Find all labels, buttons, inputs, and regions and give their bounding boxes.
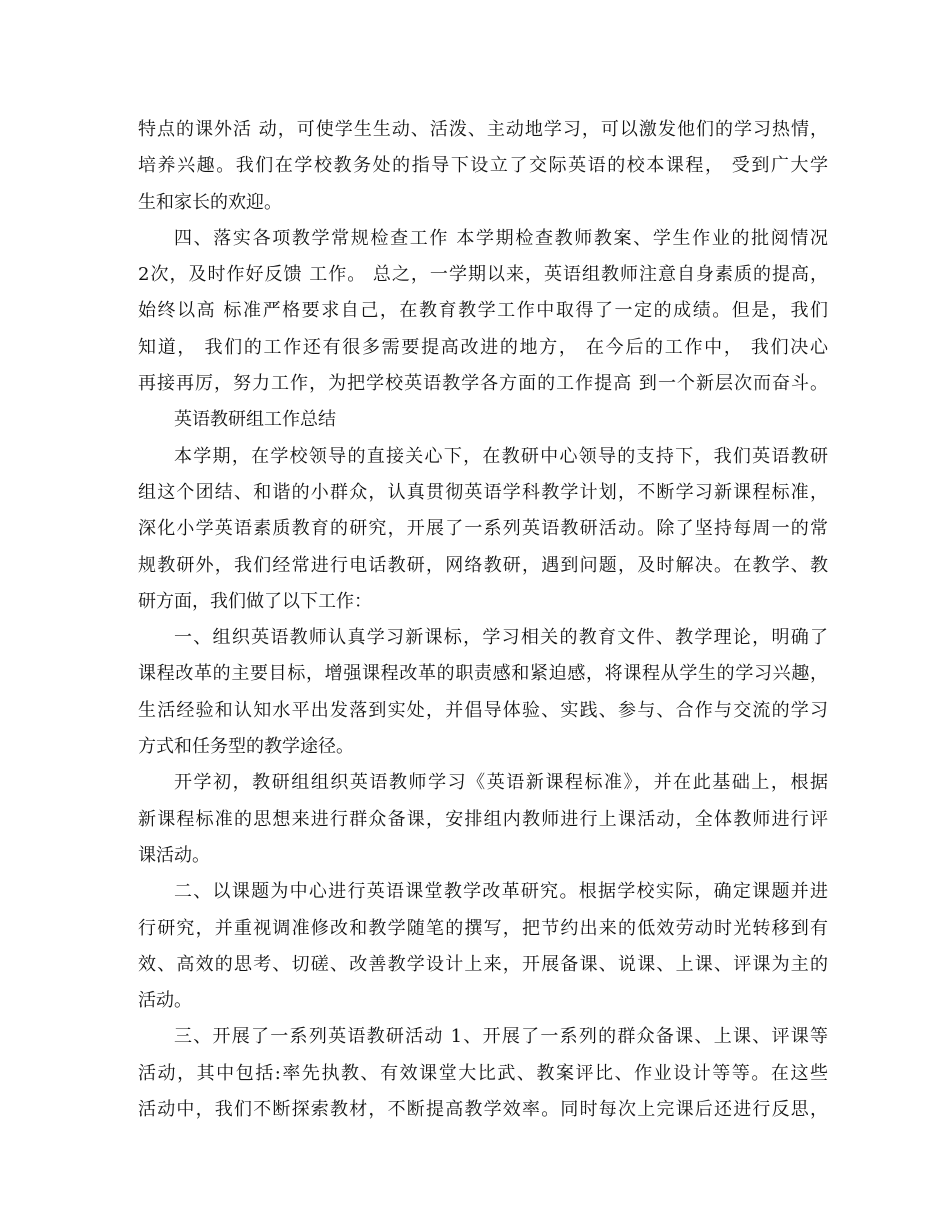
text-line: 新课程标准的思想来进行群众备课，安排组内教师进行上课活动，全体教师进行评	[138, 808, 828, 830]
text-line: 课程改革的主要目标，增强课程改革的职责感和紧迫感，将课程从学生的学习兴趣，	[138, 663, 828, 685]
text-line: 活动中，我们不断探索教材，不断提高教学效率。同时每次上完课后还进行反思，	[138, 1099, 828, 1121]
text-line: 规教研外，我们经常进行电话教研，网络教研，遇到问题，及时解决。在教学、教	[138, 554, 828, 576]
text-line: 培养兴趣。我们在学校教务处的指导下设立了交际英语的校本课程， 受到广大学	[138, 155, 828, 177]
text-line: 特点的课外活 动，可使学生生动、活泼、主动地学习，可以激发他们的学习热情，	[138, 119, 828, 140]
text-line: 本学期，在学校领导的直接关心下，在教研中心领导的支持下，我们英语教研	[174, 445, 828, 467]
text-line: 组这个团结、和谐的小群众，认真贯彻英语学科教学计划，不断学习新课程标准，	[138, 481, 828, 503]
text-line: 一、组织英语教师认真学习新课标，学习相关的教育文件、教学理论，明确了	[174, 627, 828, 649]
text-line: 方式和任务型的教学途径。	[138, 736, 354, 758]
text-line: 知道， 我们的工作还有很多需要提高改进的地方， 在今后的工作中， 我们决心	[138, 336, 828, 358]
document-body	[138, 112, 828, 1128]
text-line: 四、落实各项教学常规检查工作 本学期检查教师教案、学生作业的批阅情况	[174, 227, 828, 249]
text-line: 三、开展了一系列英语教研活动 1、开展了一系列的群众备课、上课、评课等	[174, 1026, 828, 1048]
text-line: 再接再厉，努力工作，为把学校英语教学各方面的工作提高 到一个新层次而奋斗。	[138, 373, 828, 395]
text-line: 英语教研组工作总结	[174, 409, 336, 431]
text-line: 行研究，并重视调准修改和教学随笔的撰写，把节约出来的低效劳动时光转移到有	[138, 917, 828, 939]
text-line: 生和家长的欢迎。	[138, 191, 282, 213]
text-line: 二、以课题为中心进行英语课堂教学改革研究。根据学校实际，确定课题并进	[174, 881, 828, 903]
text-line: 开学初，教研组组织英语教师学习《英语新课程标准》，并在此基础上，根据	[174, 772, 828, 794]
text-line: 深化小学英语素质教育的研究，开展了一系列英语教研活动。除了坚持每周一的常	[138, 518, 828, 540]
text-line: 研方面，我们做了以下工作：	[138, 590, 372, 612]
text-line: 生活经验和认知水平出发落到实处，并倡导体验、实践、参与、合作与交流的学习	[138, 699, 828, 721]
text-line: 活动，其中包括:率先执教、有效课堂大比武、教案评比、作业设计等等。在这些	[138, 1062, 828, 1084]
text-line: 2次，及时作好反馈 工作。 总之，一学期以来，英语组教师注意自身素质的提高，	[138, 264, 828, 286]
text-line: 效、高效的思考、切磋、改善教学设计上来，开展备课、说课、上课、评课为主的	[138, 953, 828, 975]
text-line: 活动。	[138, 990, 192, 1012]
text-line: 课活动。	[138, 844, 210, 866]
text-line: 始终以高 标准严格要求自己，在教育教学工作中取得了一定的成绩。但是，我们	[138, 300, 828, 322]
